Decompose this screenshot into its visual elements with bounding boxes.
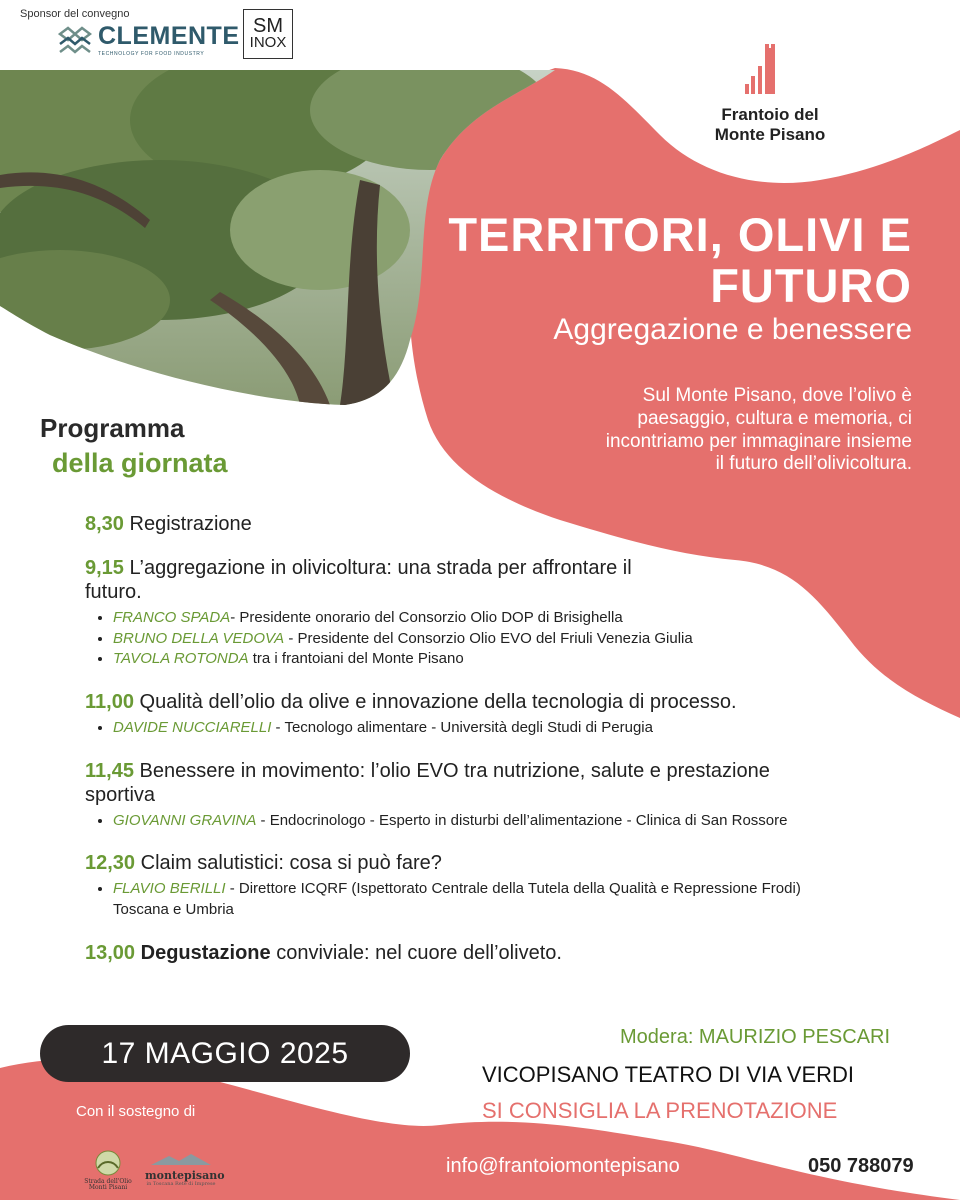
- montepisano-sub: in Toscana Rete di Imprese: [146, 1181, 216, 1187]
- clemente-logo: [58, 24, 240, 57]
- speaker-role: - Tecnologo alimentare - Università degli Studi di Perugia: [271, 719, 653, 737]
- agenda-title: conviviale: nel cuore dell’oliveto.: [270, 941, 562, 964]
- booking-note: SI CONSIGLIA LA PRENOTAZIONE: [482, 1098, 838, 1123]
- agenda-time: 8,30: [85, 513, 124, 535]
- speaker-item: [113, 649, 885, 670]
- agenda: [85, 512, 885, 985]
- agenda-item: [85, 512, 885, 536]
- moderator: Modera: MAURIZIO PESCARI: [620, 1026, 891, 1048]
- title-line2: FUTURO: [710, 258, 912, 312]
- speaker-role: - Direttore ICQRF (Ispettorato Centrale della Tutela della Qualità e Repressione Frodi) Toscana e Umbria: [113, 880, 801, 919]
- speaker-item: [113, 811, 873, 832]
- agenda-time: 11,45: [85, 759, 134, 782]
- clemente-tagline: TECHNOLOGY FOR FOOD INDUSTRY: [98, 51, 205, 57]
- agenda-time: 12,30: [85, 852, 136, 875]
- agenda-title: Claim salutistici: cosa si può fare?: [140, 852, 442, 875]
- speaker-name: DAVIDE NUCCIARELLI: [113, 719, 272, 737]
- contact-email[interactable]: info@frantoiomontepisano: [446, 1155, 680, 1177]
- speaker-name: TAVOLA ROTONDA: [113, 650, 249, 668]
- speaker-name: BRUNO DELLA VEDOVA: [113, 629, 285, 647]
- agenda-item: [85, 759, 885, 832]
- title-line1: TERRITORI, OLIVI E: [448, 208, 912, 261]
- program-heading-1: Programma: [40, 413, 185, 443]
- speaker-name: FRANCO SPADA: [113, 609, 231, 626]
- speaker-role: - Endocrinologo - Esperto in disturbi dell’alimentazione - Clinica di San Rossore: [256, 811, 788, 829]
- speaker-name: GIOVANNI GRAVINA: [113, 811, 257, 829]
- mountain-icon: [151, 1153, 211, 1165]
- sminox-logo: [243, 9, 293, 59]
- contact-phone[interactable]: 050 788079: [808, 1155, 914, 1177]
- speaker-name: FLAVIO BERILLI: [113, 880, 226, 898]
- event-title: [420, 210, 912, 312]
- event-subtitle: Aggregazione e benessere: [553, 313, 912, 346]
- montepisano-name: montepisano: [145, 1169, 225, 1182]
- strada-olio-icon: [93, 1150, 123, 1176]
- speaker-role: - Presidente onorario del Consorzio Olio DOP di Brisighella: [230, 609, 623, 626]
- agenda-time: 13,00: [85, 941, 136, 964]
- support-label: Con il sostegno di: [76, 1103, 196, 1120]
- agenda-item: [85, 941, 885, 965]
- program-heading-2: della giornata: [52, 448, 228, 478]
- frantoio-brand: [700, 105, 840, 144]
- agenda-item: [85, 690, 885, 739]
- brand-line2: Monte Pisano: [714, 124, 826, 144]
- clemente-icon: [58, 26, 92, 56]
- montepisano-logo: [145, 1150, 225, 1188]
- sminox-line2: INOX: [249, 34, 287, 52]
- agenda-title: Qualità dell’olio da olive e innovazione della tecnologia di processo.: [139, 691, 737, 714]
- sponsor-label: Sponsor del convegno: [20, 8, 130, 20]
- speaker-item: [113, 629, 885, 650]
- speaker-role: tra i frantoiani del Monte Pisano: [248, 650, 464, 668]
- speaker-role: - Presidente del Consorzio Olio EVO del Friuli Venezia Giulia: [284, 629, 693, 647]
- strada-olio-text: Strada dell'Olio Monti Pisani: [84, 1177, 132, 1192]
- speaker-item: [113, 879, 813, 920]
- venue: VICOPISANO TEATRO DI VIA VERDI: [482, 1062, 855, 1087]
- agenda-item: [85, 851, 885, 920]
- agenda-title: Registrazione: [129, 513, 252, 535]
- agenda-title-strong: Degustazione: [140, 941, 271, 964]
- clemente-name: CLEMENTE: [98, 22, 240, 50]
- tower-icon: [745, 42, 777, 96]
- strada-olio-logo: [84, 1150, 132, 1192]
- agenda-item: [85, 556, 885, 670]
- brand-line1: Frantoio del: [721, 105, 819, 124]
- speaker-item: [113, 718, 885, 739]
- sminox-line1: SM: [253, 15, 283, 38]
- agenda-time: 11,00: [85, 691, 134, 714]
- agenda-title: Benessere in movimento: l’olio EVO tra nutrizione, salute e prestazione sportiva: [85, 759, 770, 806]
- agenda-time: 9,15: [85, 557, 124, 579]
- speaker-item: [113, 608, 885, 629]
- intro-text: Sul Monte Pisano, dove l’olivo è paesaggio, cultura e memoria, ci incontriamo per immaginare insieme il futuro dell’olivicoltura.: [605, 385, 912, 475]
- agenda-title: L’aggregazione in olivicoltura: una strada per affrontare il futuro.: [85, 557, 632, 603]
- event-date: 17 MAGGIO 2025: [40, 1025, 410, 1082]
